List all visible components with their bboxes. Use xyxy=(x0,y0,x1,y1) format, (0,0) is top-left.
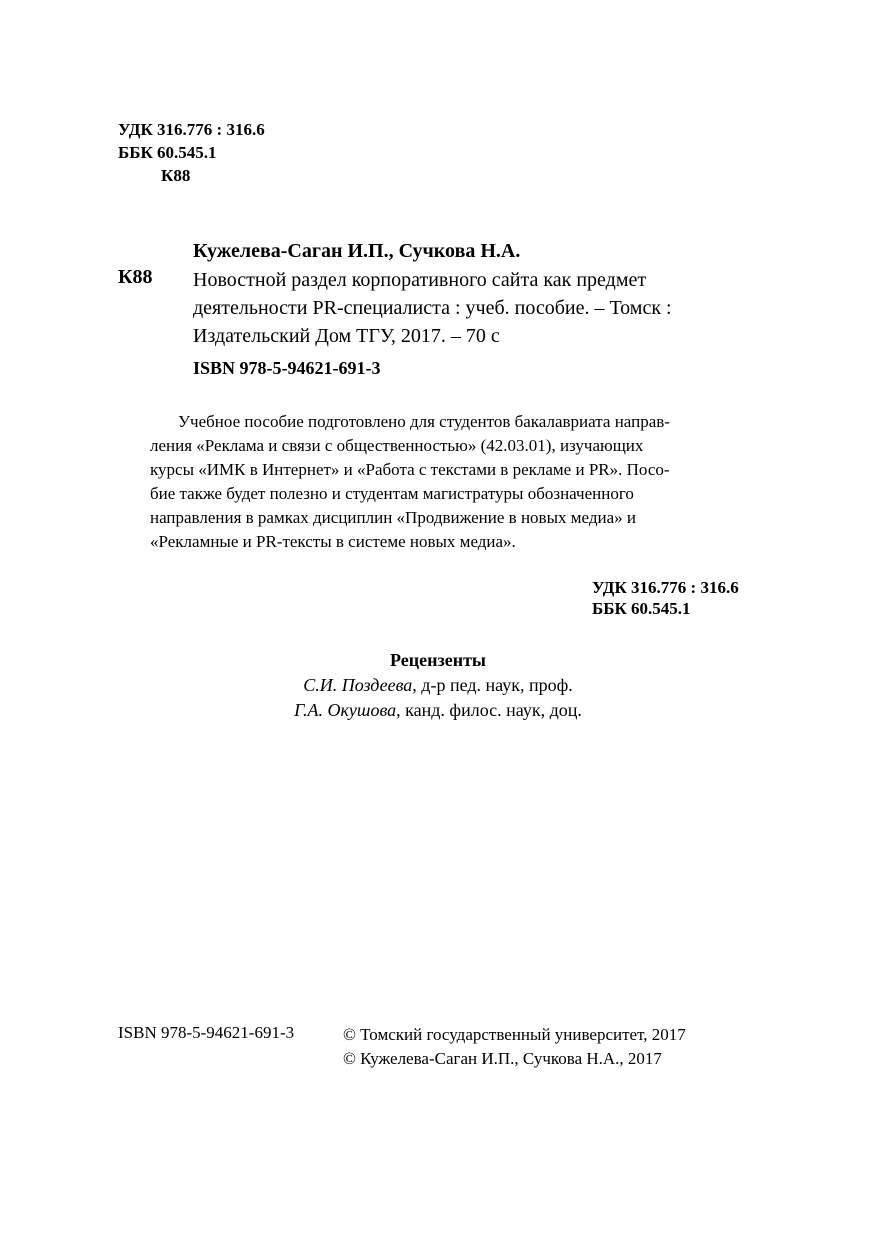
catalog-code: К88 xyxy=(118,266,153,288)
isbn-main: ISBN 978-5-94621-691-3 xyxy=(193,358,381,378)
right-classification-codes xyxy=(592,577,739,619)
bbk-code: ББК 60.545.1 xyxy=(118,143,217,162)
udk-code: УДК 316.776 : 316.6 xyxy=(118,120,265,139)
isbn-footer: ISBN 978-5-94621-691-3 xyxy=(118,1023,295,1042)
copyright-line: © Кужелева-Саган И.П., Сучкова Н.А., 2017 xyxy=(343,1049,662,1068)
annotation-line: курсы «ИМК в Интернет» и «Работа с текстами в рекламе и PR». Посо- xyxy=(150,460,670,479)
reviewer-credentials: , канд. филос. наук, доц. xyxy=(396,700,582,720)
reviewer xyxy=(218,673,658,698)
reviewers xyxy=(218,648,658,723)
reviewer-name: С.И. Поздеева xyxy=(303,675,413,695)
annotation-line: бие также будет полезно и студентам магистратуры обозначенного xyxy=(150,484,634,503)
title-line: Новостной раздел корпоративного сайта как предмет xyxy=(193,269,647,291)
copyright-line: © Томский государственный университет, 2017 xyxy=(343,1025,686,1044)
reviewer-name: Г.А. Окушова xyxy=(294,700,397,720)
bbk-code-right: ББК 60.545.1 xyxy=(592,599,691,618)
author-mark: К88 xyxy=(161,166,191,185)
annotation-line: направления в рамках дисциплин «Продвижение в новых медиа» и xyxy=(150,508,636,527)
copyrights xyxy=(343,1023,686,1071)
annotation xyxy=(150,410,728,554)
udk-code-right: УДК 316.776 : 316.6 xyxy=(592,578,739,597)
reviewers-heading: Рецензенты xyxy=(390,650,486,670)
annotation-line: «Рекламные и PR-тексты в системе новых медиа». xyxy=(150,532,516,551)
reviewer-credentials: , д-р пед. наук, проф. xyxy=(412,675,573,695)
annotation-line: Учебное пособие подготовлено для студентов бакалавриата направ- xyxy=(178,412,670,431)
title-line: Издательский Дом ТГУ, 2017. – 70 с xyxy=(193,325,500,347)
title-line: деятельности PR-специалиста : учеб. пособие. – Томск : xyxy=(193,297,672,319)
annotation-line: ления «Реклама и связи с общественностью» (42.03.01), изучающих xyxy=(150,436,644,455)
bibliographic-title xyxy=(193,266,753,350)
authors: Кужелева-Саган И.П., Сучкова Н.А. xyxy=(193,240,521,262)
top-classification-codes xyxy=(118,118,265,187)
reviewer xyxy=(218,698,658,723)
